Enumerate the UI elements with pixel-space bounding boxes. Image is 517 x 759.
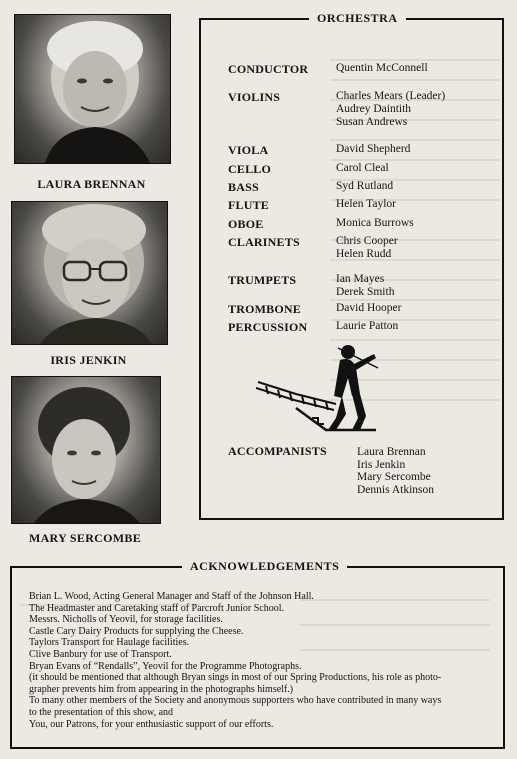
- player-name: Audrey Daintith: [336, 103, 412, 115]
- player-list: [336, 143, 410, 156]
- instrument-label: CLARINETS: [228, 235, 300, 249]
- acknowledgement-line: Bryan Evans of “Rendalls”, Yeovil for the Programme Photographs.: [29, 660, 302, 672]
- acknowledgement-line: grapher prevents him from appearing in the photographs himself.): [29, 683, 294, 695]
- photo-caption: LAURA BRENNAN: [37, 177, 146, 191]
- fiddler-silhouette-illustration: [256, 338, 386, 438]
- instrument-label: OBOE: [228, 217, 264, 231]
- player-list: [336, 302, 401, 315]
- player-list: [336, 198, 396, 211]
- player-name: Syd Rutland: [336, 180, 394, 192]
- player-name: Derek Smith: [336, 286, 395, 298]
- acknowledgements-title: ACKNOWLEDGEMENTS: [182, 559, 347, 574]
- orchestra-box: [199, 11, 504, 520]
- instrument-label: VIOLA: [228, 143, 269, 157]
- photo-caption: IRIS JENKIN: [50, 353, 127, 367]
- player-list: [336, 180, 393, 193]
- player-list: [336, 217, 414, 230]
- accompanists-label: ACCOMPANISTS: [228, 444, 327, 458]
- photo-iris-jenkin: [11, 201, 168, 345]
- accompanist-name: Iris Jenkin: [357, 458, 406, 471]
- player-name: Quentin McConnell: [336, 62, 428, 74]
- player-list: [336, 162, 389, 175]
- player-list: [336, 90, 445, 129]
- instrument-label: CELLO: [228, 162, 272, 176]
- portrait-image: [12, 377, 160, 523]
- orchestra-title: ORCHESTRA: [309, 11, 406, 26]
- accompanist-name: Laura Brennan: [357, 446, 426, 458]
- accompanist-name: Dennis Atkinson: [357, 483, 434, 496]
- player-name: Ian Mayes: [336, 273, 385, 285]
- player-name: Helen Taylor: [336, 198, 396, 210]
- player-list: [336, 62, 428, 75]
- acknowledgement-line: Messrs. Nicholls of Yeovil, for storage facilities.: [29, 614, 223, 626]
- acknowledgement-line: to the presentation of this show, and: [29, 706, 174, 718]
- player-list: [336, 320, 398, 333]
- instrument-label: BASS: [228, 180, 259, 194]
- instrument-label: FLUTE: [228, 198, 270, 212]
- acknowledgement-line: Clive Banbury for use of Transport.: [29, 648, 172, 660]
- instrument-label: TROMBONE: [228, 302, 301, 316]
- player-name: Helen Rudd: [336, 248, 392, 260]
- player-name: David Shepherd: [336, 143, 411, 155]
- player-name: Chris Cooper: [336, 235, 398, 247]
- player-name: Susan Andrews: [336, 116, 408, 128]
- portrait-image: [12, 202, 167, 344]
- player-list: [336, 273, 394, 299]
- player-name: Laurie Patton: [336, 320, 399, 332]
- instrument-label: VIOLINS: [228, 90, 281, 104]
- acknowledgement-line: Brian L. Wood, Acting General Manager and Staff of the Johnson Hall.: [29, 591, 314, 602]
- player-name: Charles Mears (Leader): [336, 90, 446, 102]
- acknowledgement-line: (it should be mentioned that although Bryan sings in most of our Spring Productions, his role as photo-: [29, 672, 442, 684]
- acknowledgement-line: The Headmaster and Caretaking staff of Parcroft Junior School.: [29, 602, 285, 614]
- player-name: Monica Burrows: [336, 217, 414, 229]
- portrait-image: [15, 15, 170, 163]
- acknowledgements-box: [10, 559, 505, 749]
- player-list: [336, 235, 398, 261]
- player-name: David Hooper: [336, 302, 402, 314]
- instrument-label: PERCUSSION: [228, 320, 308, 334]
- instrument-label: CONDUCTOR: [228, 62, 309, 76]
- acknowledgement-line: You, our Patrons, for your enthusiastic support of our efforts.: [29, 718, 274, 730]
- acknowledgement-line: To many other members of the Society and anonymous supporters who have contributed in many ways: [29, 695, 442, 707]
- photo-laura-brennan: [14, 14, 171, 164]
- accompanist-name: Mary Sercombe: [357, 471, 431, 484]
- acknowledgements-text: [29, 591, 495, 730]
- acknowledgement-line: Castle Cary Dairy Products for supplying the Cheese.: [29, 625, 244, 637]
- photo-caption: MARY SERCOMBE: [28, 531, 142, 545]
- player-name: Carol Cleal: [336, 162, 389, 174]
- instrument-label: TRUMPETS: [228, 273, 297, 287]
- acknowledgement-line: Taylors Transport for Haulage facilities.: [29, 637, 190, 649]
- accompanists-list: [357, 446, 434, 496]
- photo-mary-sercombe: [11, 376, 161, 524]
